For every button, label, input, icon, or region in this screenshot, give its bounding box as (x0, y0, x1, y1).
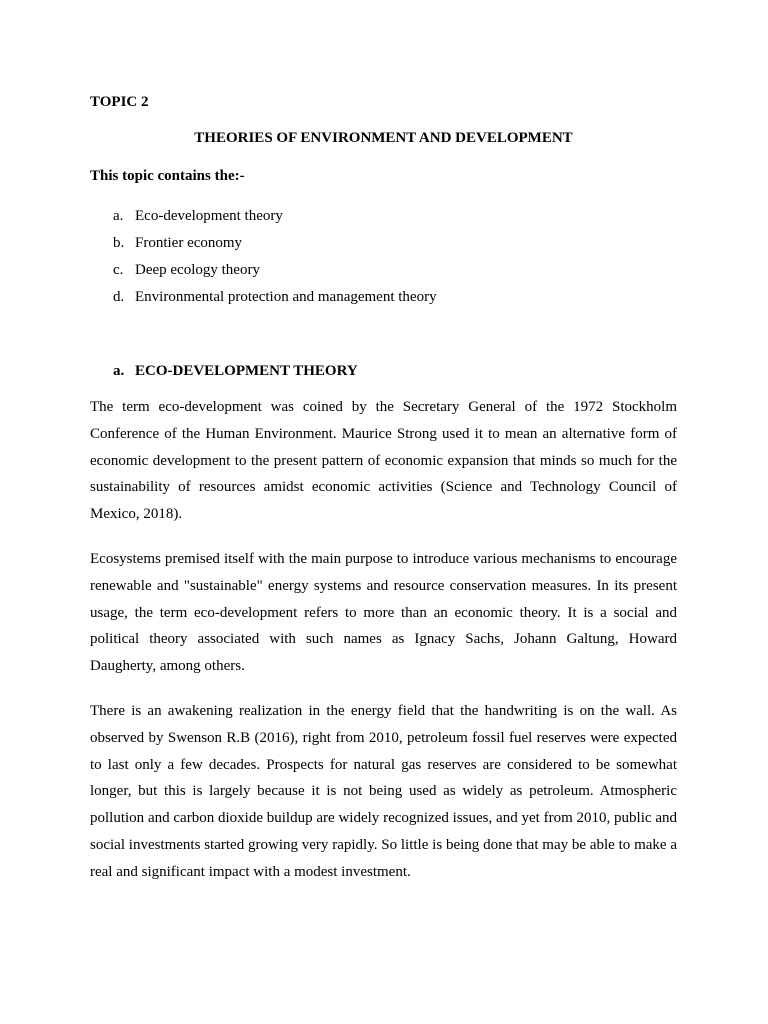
page-content (90, 92, 677, 886)
list-item (90, 230, 677, 257)
body-paragraph-2: Ecosystems premised itself with the main purpose to introduce various mechanisms to encourage renewable and "sustainable" energy systems and resource conservation measures. In its present usage, the term eco-development refers to more than an economic theory. It is a social and political theory associated with such names as Ignacy Sachs, Johann Galtung, Howard Daugherty, among others. (90, 550, 677, 675)
list-item (90, 203, 677, 230)
list-item-marker: a. (113, 208, 124, 224)
list-item-marker: d. (113, 289, 125, 305)
body-paragraph-1: The term eco-development was coined by the Secretary General of the 1972 Stockholm Conference of the Human Environment. Maurice Strong used it to mean an alternative form of economic development to the present pattern of economic expansion that minds so much for the sustainability of resources amidst economic activities (Science and Technology Council of Mexico, 2018). (90, 399, 677, 523)
section-title: ECO-DEVELOPMENT THEORY (135, 363, 358, 379)
section-marker: a. (113, 363, 125, 379)
list-item-marker: c. (113, 262, 124, 278)
topic-contents-list (90, 203, 677, 311)
list-item-text: Deep ecology theory (135, 262, 260, 278)
contents-heading: This topic contains the:- (90, 168, 245, 184)
body-paragraph-3: There is an awakening realization in the energy field that the handwriting is on the wall. As observed by Swenson R.B (2016), right from 2010, petroleum fossil fuel reserves were expected to last only a few decades. Prospects for natural gas reserves are considered to be somewhat longer, but this is largely because it is not being used as widely as petroleum. Atmospheric pollution and carbon dioxide buildup are widely recognized issues, and yet from 2010, public and social investments started growing very rapidly. So little is being done that may be able to make a real and significant impact with a modest investment. (90, 702, 677, 880)
document-title: THEORIES OF ENVIRONMENT AND DEVELOPMENT (194, 130, 573, 146)
list-item (90, 257, 677, 284)
list-item-text: Eco-development theory (135, 208, 283, 224)
list-item (90, 284, 677, 311)
topic-label: TOPIC 2 (90, 94, 149, 110)
list-item-marker: b. (113, 235, 125, 251)
list-item-text: Environmental protection and management theory (135, 289, 437, 305)
section-heading (90, 361, 677, 381)
list-item-text: Frontier economy (135, 235, 243, 251)
